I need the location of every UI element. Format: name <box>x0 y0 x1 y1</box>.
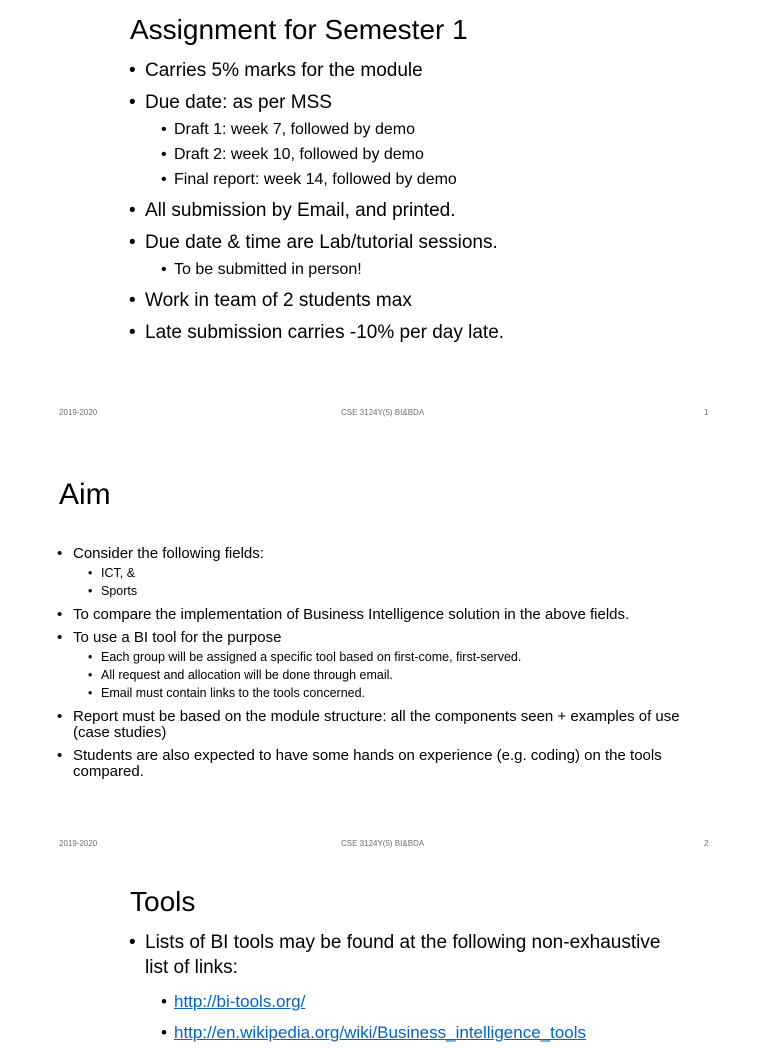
bullet-item <box>73 630 693 702</box>
footer-date: 2019-2020 <box>59 839 98 848</box>
slide-title: Aim <box>59 478 111 511</box>
sub-bullet-item: • Final report: week 14, followed by demo <box>174 167 745 192</box>
bullet-item: • Work in team of 2 students max <box>145 288 745 314</box>
sub-bullet-list <box>101 564 693 600</box>
footer-page-number: 2 <box>704 839 709 848</box>
bullet-item <box>145 230 745 282</box>
slide-title: Tools <box>130 886 196 917</box>
bullet-item <box>145 90 745 192</box>
bullet-item: • All submission by Email, and printed. <box>145 198 745 224</box>
sub-bullet-item: • Sports <box>101 582 693 600</box>
sub-bullet-item: • All request and allocation will be done through email. <box>101 666 693 684</box>
footer-course: CSE 3124Y(5) BI&BDA <box>341 839 425 848</box>
bullet-text: Lists of BI tools may be found at the following non-exhaustive list of links: <box>145 932 661 978</box>
slide-title: Assignment for Semester 1 <box>130 14 468 45</box>
sub-bullet-list <box>101 648 693 702</box>
bullet-item: • Report must be based on the module structure: all the components seen + examples of use (case studies) <box>73 709 693 741</box>
bullet-item: • To compare the implementation of Business Intelligence solution in the above fields. <box>73 607 693 623</box>
bullet-item <box>145 930 665 1048</box>
bullet-text: Due date & time are Lab/tutorial sessions. <box>145 232 498 253</box>
sub-bullet-list <box>174 117 745 192</box>
sub-bullet-item: • Draft 1: week 7, followed by demo <box>174 117 745 142</box>
bullet-list <box>145 58 745 352</box>
sub-bullet-item: • To be submitted in person! <box>174 257 745 282</box>
slide-2 <box>0 432 768 864</box>
bullet-item <box>73 546 693 600</box>
footer-page-number: 1 <box>704 408 709 417</box>
bullet-list <box>145 930 665 1048</box>
slide-3 <box>0 864 768 1042</box>
bullet-list <box>73 546 693 787</box>
bullet-text: Due date: as per MSS <box>145 92 332 113</box>
bi-tools-link[interactable]: http://bi-tools.org/ <box>174 992 306 1011</box>
link-list <box>174 986 665 1048</box>
bullet-item: • Carries 5% marks for the module <box>145 58 745 84</box>
link-item <box>174 986 665 1017</box>
sub-bullet-item: • Each group will be assigned a specific tool based on first-come, first-served. <box>101 648 693 666</box>
footer-course: CSE 3124Y(5) BI&BDA <box>341 408 425 417</box>
bullet-text: Consider the following fields: <box>73 545 264 562</box>
footer-date: 2019-2020 <box>59 408 98 417</box>
bullet-text: To use a BI tool for the purpose <box>73 629 282 646</box>
bullet-item: • Late submission carries -10% per day late. <box>145 320 745 346</box>
link-item <box>174 1017 665 1048</box>
sub-bullet-item: • ICT, & <box>101 564 693 582</box>
sub-bullet-item: • Draft 2: week 10, followed by demo <box>174 142 745 167</box>
bullet-item: • Students are also expected to have some hands on experience (e.g. coding) on the tools compared. <box>73 748 693 780</box>
wikipedia-bi-tools-link[interactable]: http://en.wikipedia.org/wiki/Business_intelligence_tools <box>174 1023 587 1042</box>
sub-bullet-list <box>174 257 745 282</box>
slide-1 <box>0 0 768 432</box>
sub-bullet-item: • Email must contain links to the tools concerned. <box>101 684 693 702</box>
